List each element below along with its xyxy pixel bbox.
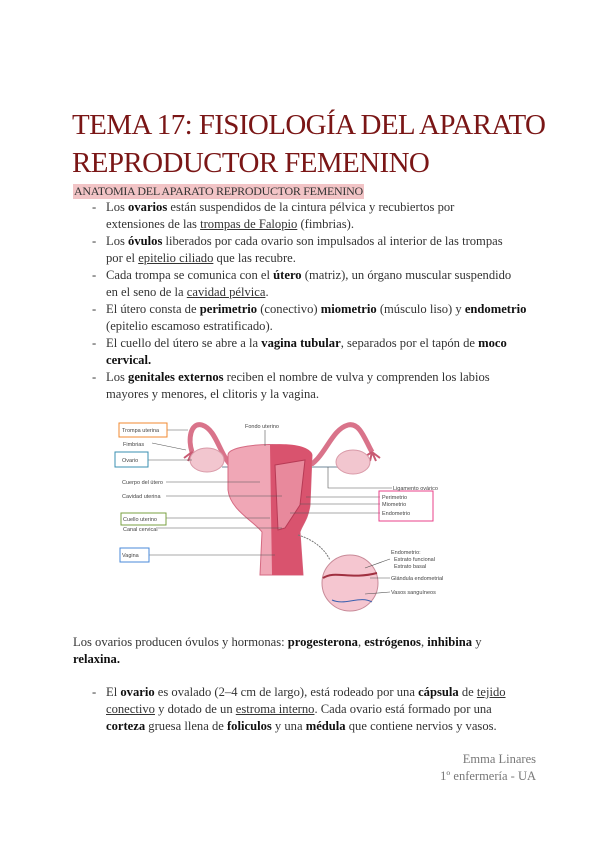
text-segment: y: [472, 635, 482, 649]
text-segment: , separados por el tapón de: [340, 336, 479, 350]
label-funcional: Estrato funcional: [394, 557, 435, 563]
label-fondo: Fondo uterino: [245, 424, 279, 430]
uterus-diagram: [110, 410, 450, 620]
underlined-term: conectivo: [106, 702, 155, 716]
page-title: [72, 106, 545, 182]
label-endometrio-detail: Endometrio:: [391, 550, 421, 556]
text-segment: gruesa llena de: [145, 719, 227, 733]
text-segment: están suspendidos de la cintura pélvica y recubiertos por: [167, 200, 455, 214]
text-segment: El cuello del útero se abre a la: [106, 336, 262, 350]
bullet-dash: -: [92, 685, 97, 699]
section-heading: ANATOMIA DEL APARATO REPRODUCTOR FEMENINO: [74, 184, 363, 198]
text-segment: ,: [420, 635, 428, 649]
bold-term: inhibina: [427, 635, 473, 649]
text-segment: ,: [357, 635, 365, 649]
bold-term: relaxina.: [73, 652, 120, 666]
bullet-line: [106, 284, 269, 301]
bold-term: genitales externos: [128, 370, 224, 384]
bullet-line: [106, 267, 511, 284]
text-segment: es ovalado (2–4 cm de largo), está rodeado por una: [154, 685, 419, 699]
label-cuello: Cuello uterino: [123, 517, 157, 523]
bold-term: perimetrio: [199, 302, 258, 316]
text-segment: extensiones de las: [106, 217, 201, 231]
label-cuerpo: Cuerpo del útero: [122, 480, 163, 486]
text-segment: Cada trompa se comunica con el: [106, 268, 274, 282]
bold-term: endometrio: [464, 302, 527, 316]
label-vasos: Vasos sanguíneos: [391, 590, 436, 596]
label-endometrio: Endometrio: [382, 511, 411, 517]
underlined-term: trompas de Falopio: [200, 217, 298, 231]
bullet-dash: -: [92, 370, 97, 384]
bold-term: médula: [305, 719, 346, 733]
bold-term: cápsula: [418, 685, 459, 699]
bullet-dash: -: [92, 302, 97, 316]
bold-term: cervical.: [106, 353, 152, 367]
text-segment: Los: [106, 200, 129, 214]
label-perimetrio: Perimetrio: [382, 495, 408, 501]
bold-term: moco: [478, 336, 507, 350]
bold-term: óvulos: [128, 234, 163, 248]
text-segment: El útero consta de: [106, 302, 200, 316]
footer-course: 1º enfermería - UA: [440, 769, 536, 783]
text-segment: .: [265, 285, 269, 299]
bullet-line: [106, 701, 492, 718]
underlined-term: estroma interno: [235, 702, 315, 716]
bullet-dash: -: [92, 336, 97, 350]
bold-term: ovario: [120, 685, 155, 699]
bullet-line: [106, 301, 526, 318]
text-segment: Los: [106, 370, 129, 384]
bullet-line: [106, 352, 151, 369]
bold-term: foliculos: [226, 719, 272, 733]
bullet-line: [106, 233, 503, 250]
text-segment: de: [458, 685, 477, 699]
underlined-term: epitelio ciliado: [138, 251, 214, 265]
label-miometrio: Miometrio: [382, 502, 407, 508]
bold-term: ovarios: [128, 200, 168, 214]
text-segment: mayores y menores, el clitoris y la vagina.: [106, 387, 319, 401]
text-segment: (conectivo): [257, 302, 321, 316]
paragraph-line: [73, 651, 120, 668]
label-vagina: Vagina: [122, 553, 139, 559]
label-glandula: Glándula endometrial: [391, 576, 444, 582]
bullet-line: [106, 199, 454, 216]
bold-term: miometrio: [320, 302, 377, 316]
paragraph-line: [73, 634, 482, 651]
text-segment: El: [106, 685, 121, 699]
text-segment: liberados por cada ovario son impulsados al interior de las trompas: [162, 234, 503, 248]
bullet-dash: -: [92, 200, 97, 214]
title-line-2: REPRODUCTOR FEMENINO: [72, 147, 430, 179]
text-segment: reciben el nombre de vulva y comprenden los labios: [223, 370, 490, 384]
bullet-line: [106, 718, 497, 735]
text-segment: en el seno de la: [106, 285, 187, 299]
bullet-line: [106, 216, 354, 233]
text-segment: Los ovarios producen óvulos y hormonas:: [73, 635, 288, 649]
text-segment: . Cada ovario está formado por una: [314, 702, 492, 716]
bullet-line: [106, 335, 507, 352]
bullet-line: [106, 684, 506, 701]
label-basal: Estrato basal: [394, 564, 427, 570]
right-ovary: [336, 450, 370, 474]
text-segment: (epitelio escamoso estratificado).: [106, 319, 273, 333]
bold-term: vagina tubular: [261, 336, 341, 350]
bullet-line: [106, 386, 319, 403]
endometrium-detail: [322, 555, 378, 611]
bullet-line: [106, 369, 490, 386]
underlined-term: cavidad pélvica: [186, 285, 266, 299]
label-ovario: Ovario: [122, 458, 139, 464]
text-segment: por el: [106, 251, 139, 265]
label-canal: Canal cervical: [123, 527, 158, 533]
bold-term: corteza: [106, 719, 146, 733]
bullet-line: [106, 250, 296, 267]
bold-term: progesterona: [287, 635, 358, 649]
bold-term: estrógenos: [364, 635, 421, 649]
bullet-dash: -: [92, 268, 97, 282]
text-segment: (matriz), un órgano muscular suspendido: [301, 268, 512, 282]
text-segment: que las recubre.: [213, 251, 296, 265]
label-cavidad: Cavidad uterina: [122, 494, 161, 500]
text-segment: y una: [271, 719, 306, 733]
bold-term: útero: [273, 268, 302, 282]
text-segment: (fimbrias).: [297, 217, 354, 231]
text-segment: y dotado de un: [154, 702, 236, 716]
text-segment: (músculo liso) y: [376, 302, 465, 316]
text-segment: Los: [106, 234, 129, 248]
title-line-1: TEMA 17: FISIOLOGÍA DEL APARATO: [72, 109, 546, 141]
footer-author: Emma Linares: [462, 752, 536, 766]
left-ovary: [190, 448, 224, 472]
underlined-term: tejido: [476, 685, 506, 699]
bullet-line: [106, 318, 273, 335]
text-segment: que contiene nervios y vasos.: [345, 719, 497, 733]
label-ligamento: Ligamento ovárico: [393, 486, 438, 492]
label-fimbrias: Fimbrias: [123, 442, 145, 448]
bullet-dash: -: [92, 234, 97, 248]
label-trompa: Trompa uterina: [122, 428, 160, 434]
